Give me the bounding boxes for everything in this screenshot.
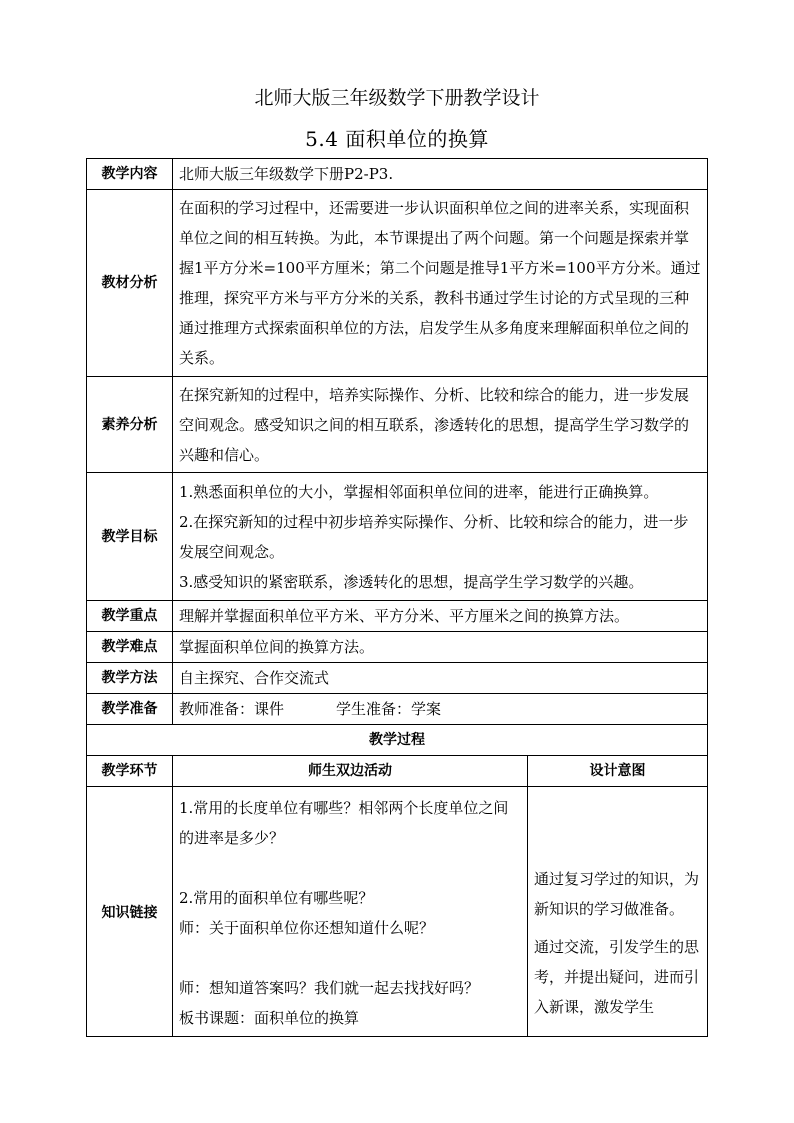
label-key-point: 教学重点	[87, 601, 173, 632]
row-literacy-analysis	[87, 377, 708, 473]
column-header-intent: 设计意图	[528, 756, 708, 787]
row-process-heading	[87, 725, 708, 756]
label-teaching-content: 教学内容	[87, 159, 173, 190]
row-textbook-analysis	[87, 190, 708, 377]
process-heading: 教学过程	[87, 725, 708, 756]
label-teaching-goals: 教学目标	[87, 473, 173, 601]
value-teaching-method: 自主探究、合作交流式	[173, 663, 708, 694]
row-teaching-method	[87, 663, 708, 694]
row-teaching-prep	[87, 694, 708, 725]
row-teaching-goals	[87, 473, 708, 601]
value-teaching-goals	[173, 473, 708, 601]
row-difficulty	[87, 632, 708, 663]
teacher-prep: 教师准备：课件	[179, 700, 285, 718]
value-literacy-analysis: 在探究新知的过程中，培养实际操作、分析、比较和综合的能力，进一步发展空间观念。感受知识之间的相互联系，渗透转化的思想，提高学生学习数学的兴趣和信心。	[173, 377, 708, 473]
activity-item: 2.常用的面积单位有哪些呢？	[179, 888, 374, 907]
label-textbook-analysis: 教材分析	[87, 190, 173, 377]
document-title: 北师大版三年级数学下册教学设计	[254, 87, 540, 109]
goal-item: 3.感受知识的紧密联系，渗透转化的思想，提高学生学习数学的兴趣。	[179, 572, 644, 591]
column-header-activities: 师生双边活动	[173, 756, 528, 787]
value-teaching-prep	[173, 694, 708, 725]
label-teaching-method: 教学方法	[87, 663, 173, 694]
activities-cell	[173, 787, 528, 1037]
student-prep: 学生准备：学案	[336, 700, 442, 718]
value-difficulty: 掌握面积单位间的换算方法。	[173, 632, 708, 663]
value-teaching-content: 北师大版三年级数学下册P2-P3.	[173, 159, 708, 190]
intent-item: 通过交流，引发学生的思考，并提出疑问，进而引入新课，激发学生	[534, 937, 700, 1016]
goal-item: 2.在探究新知的过程中初步培养实际操作、分析、比较和综合的能力，进一步发展空间观念。	[179, 512, 689, 561]
intent-item: 通过复习学过的知识，为新知识的学习做准备。	[534, 869, 700, 918]
lesson-plan-table	[86, 158, 708, 1037]
lesson-title: 5.4 面积单位的换算	[305, 127, 489, 151]
intent-cell	[528, 787, 708, 1037]
activity-item: 1.常用的长度单位有哪些？相邻两个长度单位之间的进率是多少？	[179, 798, 509, 847]
row-teaching-content	[87, 159, 708, 190]
activity-item: 师：想知道答案吗？我们就一起去找找好吗？	[179, 978, 480, 997]
value-textbook-analysis: 在面积的学习过程中，还需要进一步认识面积单位之间的进率关系，实现面积单位之间的相互转换。为此，本节课提出了两个问题。第一个问题是探索并掌握1平方分米=100平方厘米；第二个问题是推导1平方米=100平方分米。通过推理，探究平方米与平方分米的关系，教科书通过学生讨论的方式呈现的三种通过推理方式探索面积单位的方法，启发学生从多角度来理解面积单位之间的关系。	[173, 190, 708, 377]
value-key-point: 理解并掌握面积单位平方米、平方分米、平方厘米之间的换算方法。	[173, 601, 708, 632]
row-key-point	[87, 601, 708, 632]
goal-item: 1.熟悉面积单位的大小，掌握相邻面积单位间的进率，能进行正确换算。	[179, 482, 659, 501]
label-teaching-prep: 教学准备	[87, 694, 173, 725]
activity-item: 师：关于面积单位你还想知道什么呢？	[179, 918, 435, 937]
stage-knowledge-link: 知识链接	[87, 787, 173, 1037]
label-difficulty: 教学难点	[87, 632, 173, 663]
row-knowledge-link	[87, 787, 708, 1037]
activity-item: 板书课题：面积单位的换算	[179, 1008, 360, 1027]
row-process-columns	[87, 756, 708, 787]
label-literacy-analysis: 素养分析	[87, 377, 173, 473]
column-header-stage: 教学环节	[87, 756, 173, 787]
